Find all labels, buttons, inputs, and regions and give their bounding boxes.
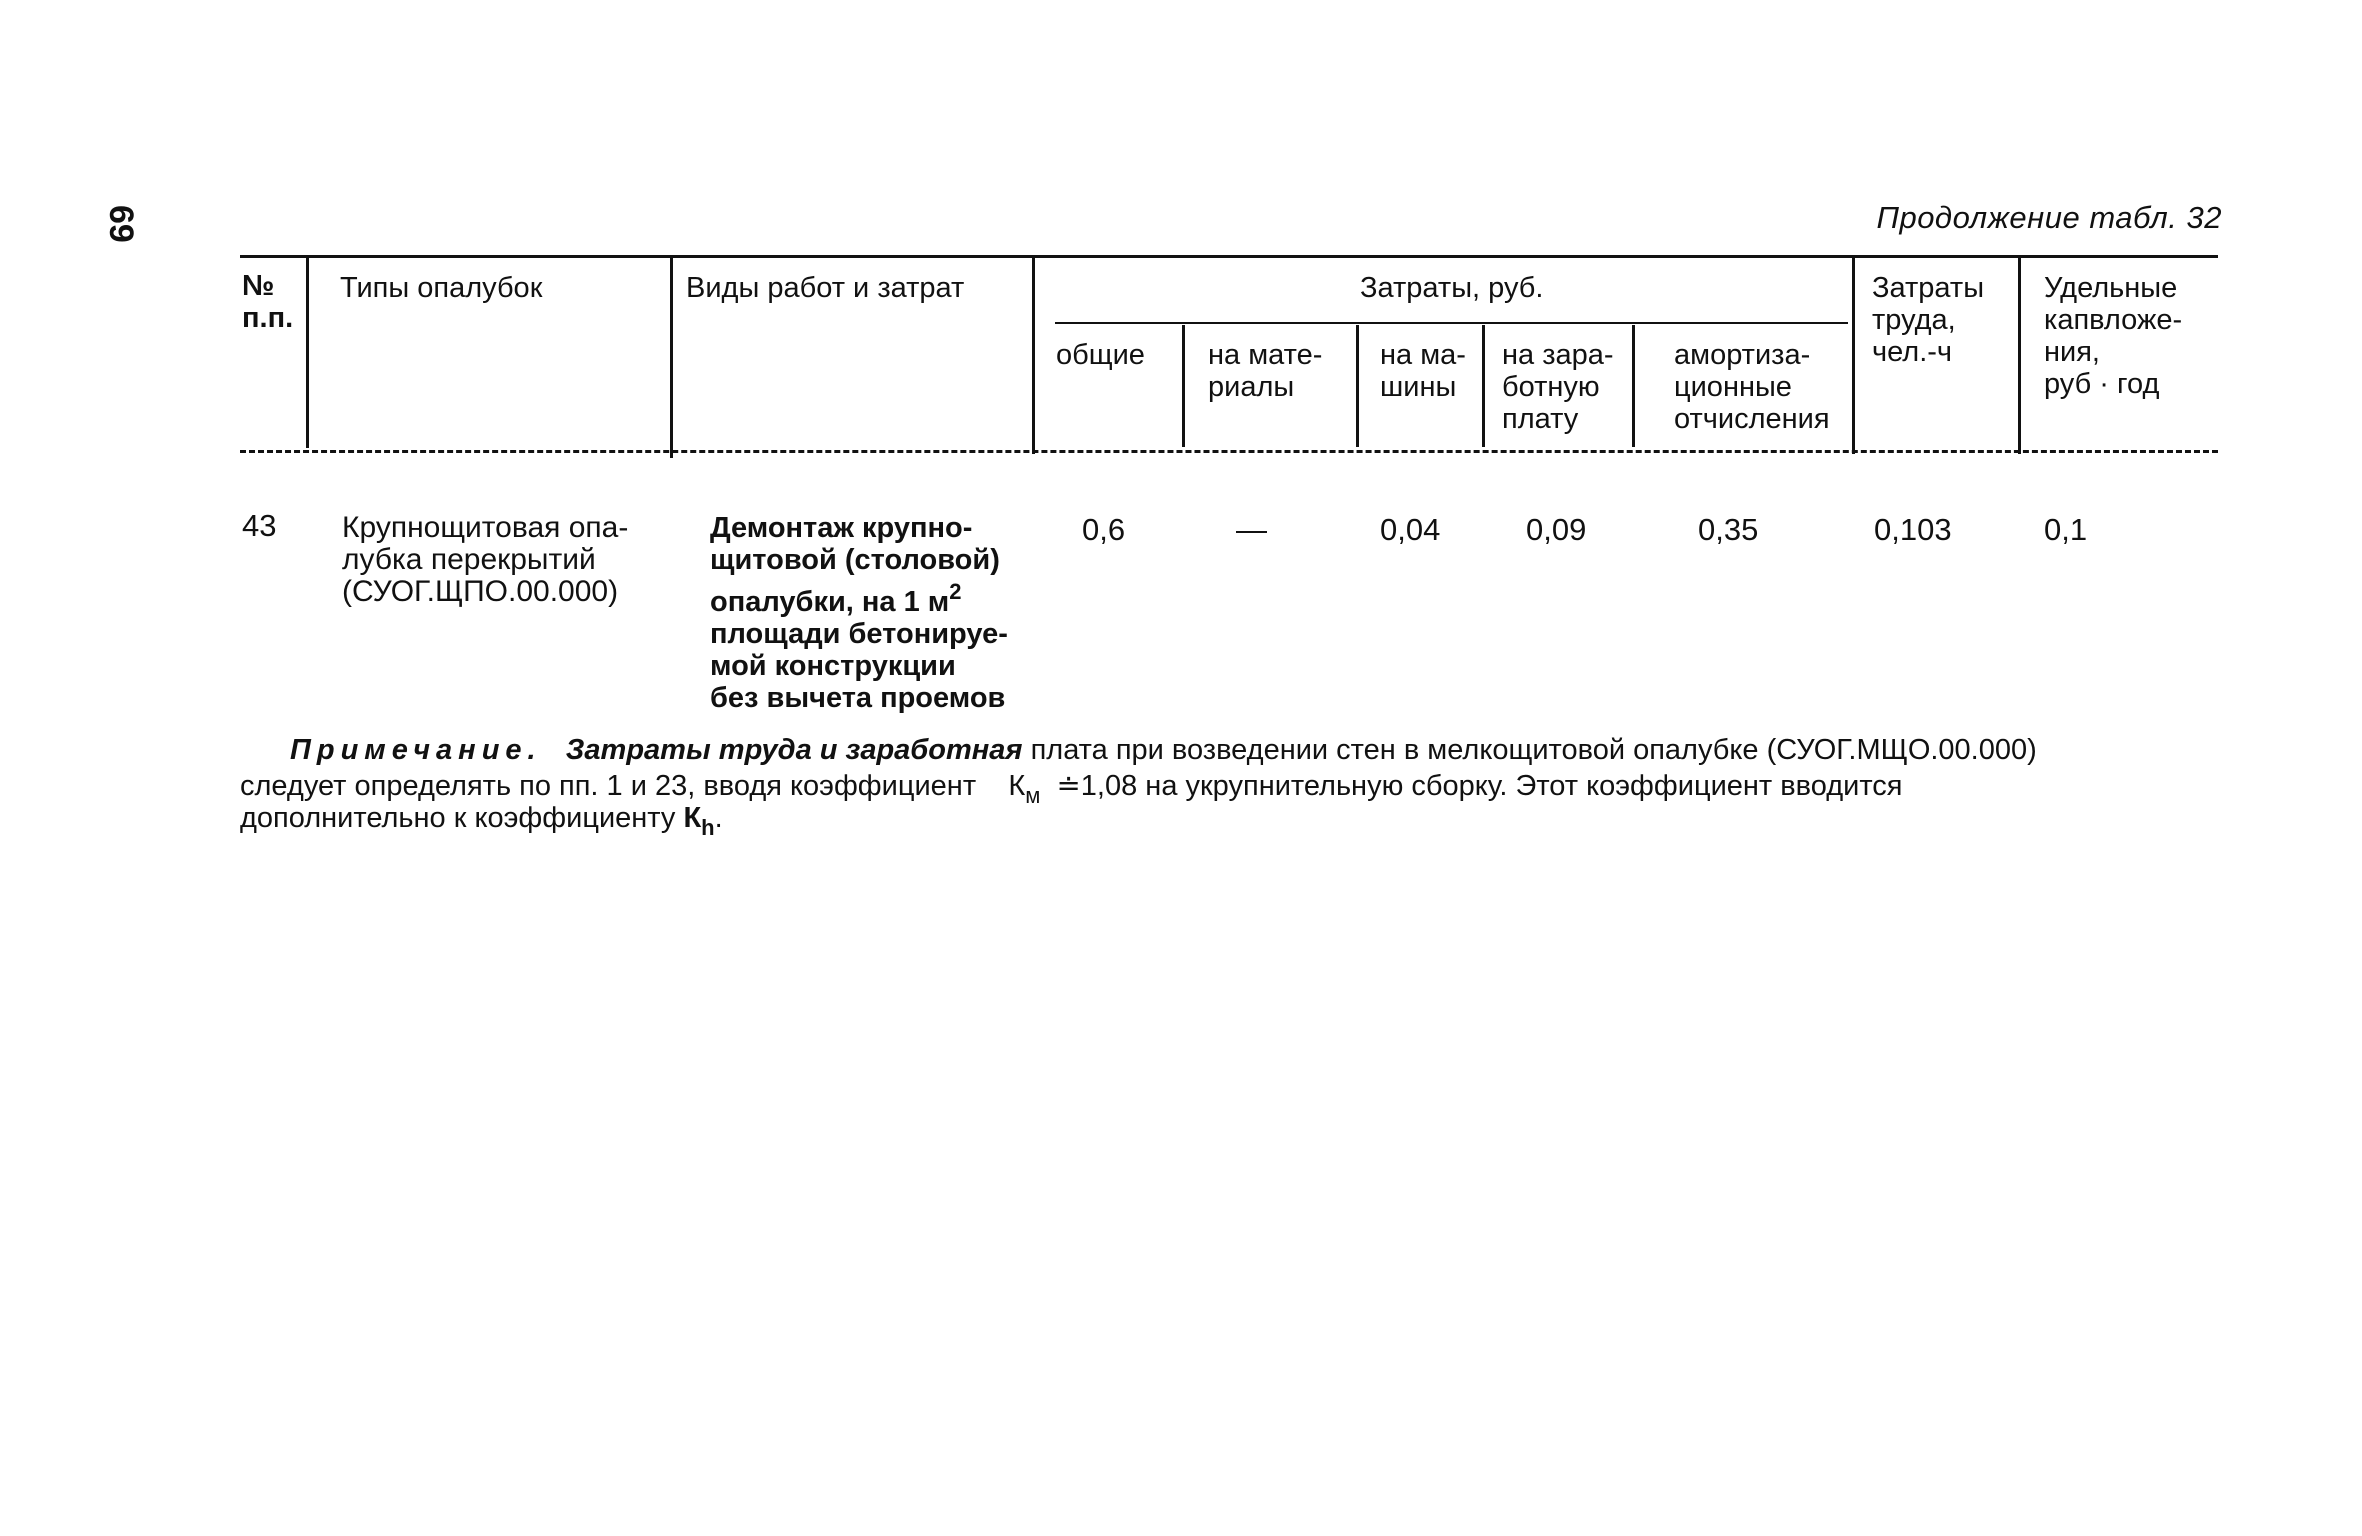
table-top-rule — [240, 255, 2218, 258]
col-divider — [1032, 258, 1035, 454]
row-work: Демонтаж крупно- щитовой (столовой) опалубки, на 1 $м^2$ площади бетонируе- мой конструкции без вычета проемов — [710, 512, 1008, 714]
header-costs-group: Затраты, руб. — [1360, 272, 1544, 304]
costs-group-rule — [1055, 322, 1848, 324]
header-bottom-rule — [240, 450, 2218, 453]
header-num: № п.п. — [242, 270, 294, 334]
col-divider — [1852, 258, 1855, 454]
header-capital: Удельные капвложе- ния, руб · год — [2044, 272, 2183, 400]
header-materials: на мате- риалы — [1208, 339, 1323, 403]
note-label: Примечание. — [290, 734, 542, 766]
header-general: общие — [1056, 339, 1145, 371]
header-types: Типы опалубок — [340, 272, 543, 304]
page-number: 69 — [102, 205, 140, 243]
row-machines: 0,04 — [1380, 512, 1441, 547]
col-divider — [306, 258, 309, 448]
col-divider — [1356, 325, 1359, 447]
row-type: Крупнощитовая опа- лубка перекрытий (СУОГ.ЩПО.00.000) — [342, 511, 629, 608]
col-divider — [670, 258, 673, 458]
col-divider — [1182, 325, 1185, 447]
row-num: 43 — [242, 508, 277, 543]
row-wages: 0,09 — [1526, 512, 1587, 547]
header-works: Виды работ и затрат — [686, 272, 965, 304]
row-labor: 0,103 — [1874, 512, 1952, 547]
coefficient-kh: $К_h$ — [683, 802, 715, 840]
table-caption: Продолжение табл. 32 — [1876, 200, 2222, 235]
superscript-2: 2 — [949, 579, 962, 604]
header-amortization: амортиза- ционные отчисления — [1674, 339, 1830, 435]
header-machines: на ма- шины — [1380, 339, 1466, 403]
header-labor: Затраты труда, чел.-ч — [1872, 272, 1985, 368]
row-general: 0,6 — [1082, 512, 1126, 547]
col-divider — [1482, 325, 1485, 447]
col-divider — [1632, 325, 1635, 447]
row-materials: — — [1236, 512, 1267, 547]
row-capital: 0,1 — [2044, 512, 2088, 547]
header-wages: на зара- ботную плату — [1502, 339, 1614, 435]
row-amortization: 0,35 — [1698, 512, 1759, 547]
col-divider — [2018, 258, 2021, 454]
coefficient-km: $К_м$ — [1008, 770, 1041, 808]
